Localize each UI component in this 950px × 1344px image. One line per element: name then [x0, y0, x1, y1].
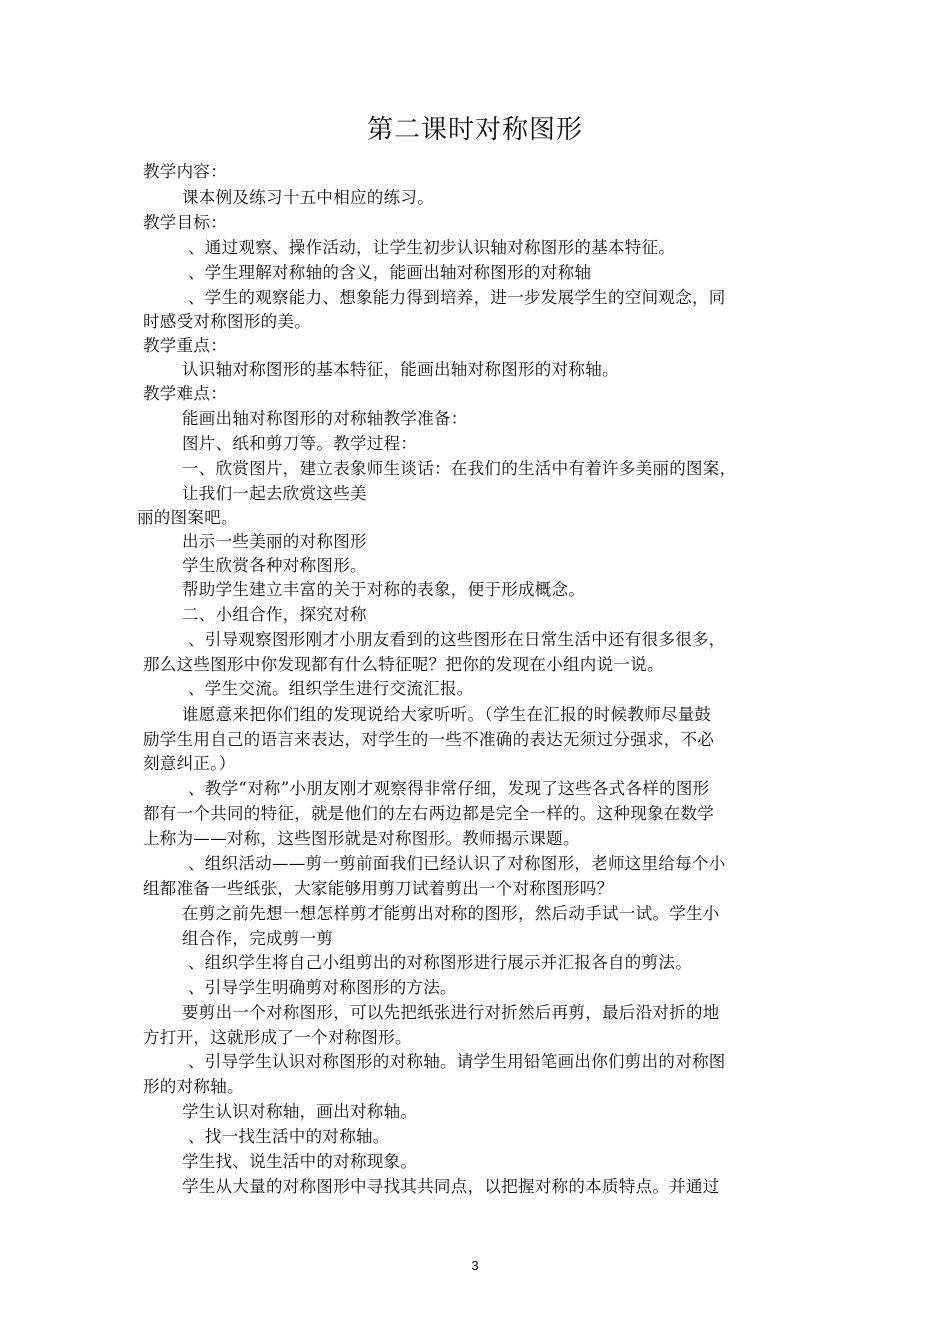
text-line: 丽的图案吧。 — [137, 508, 238, 527]
text-line: 帮助学生建立丰富的关于对称的表象，便于形成概念。 — [182, 580, 586, 599]
text-line: 、组织活动——剪一剪前面我们已经认识了对称图形，老师这里给每个小 — [188, 854, 726, 873]
page-title: 第二课时对称图形 — [366, 115, 583, 145]
text-line: 教学重点： — [143, 336, 227, 355]
text-line: 形的对称轴。 — [143, 1077, 244, 1096]
text-line: 一、欣赏图片，建立表象师生谈话：在我们的生活中有着许多美丽的图案， — [182, 459, 737, 478]
text-line: 、学生的观察能力、想象能力得到培养，进一步发展学生的空间观念，同 — [188, 288, 726, 307]
text-line: 、学生理解对称轴的含义，能画出轴对称图形的对称轴 — [188, 263, 592, 282]
text-line: 、组织学生将自己小组剪出的对称图形进行展示并汇报各自的剪法。 — [188, 953, 692, 972]
text-line: 学生从大量的对称图形中寻找其共同点，以把握对称的本质特点。并通过 — [182, 1177, 720, 1196]
text-line: 教学难点： — [143, 384, 227, 403]
text-line: 在剪之前先想一想怎样剪才能剪出对称的图形，然后动手试一试。学生小 — [182, 904, 720, 923]
text-line: 、引导观察图形刚才小朋友看到的这些图形在日常生活中还有很多很多， — [188, 630, 726, 649]
text-line: 认识轴对称图形的基本特征，能画出轴对称图形的对称轴。 — [182, 360, 619, 379]
text-line: 方打开，这就形成了一个对称图形。 — [143, 1028, 412, 1047]
text-line: 教学目标： — [143, 213, 227, 232]
text-line: 教学内容： — [143, 162, 227, 181]
text-line: 组都准备一些纸张，大家能够用剪刀试着剪出一个对称图形吗？ — [143, 879, 614, 898]
text-line: 时感受对称图形的美。 — [143, 312, 311, 331]
text-line: 课本例及练习十五中相应的练习。 — [182, 188, 434, 207]
text-line: 让我们一起去欣赏这些美 — [182, 484, 367, 503]
text-line: 出示一些美丽的对称图形 — [182, 532, 367, 551]
text-line: 励学生用自己的语言来表达，对学生的一些不准确的表达无须过分强求，不必 — [143, 730, 715, 749]
text-line: 二、小组合作，探究对称 — [182, 605, 367, 624]
text-line: 要剪出一个对称图形，可以先把纸张进行对折然后再剪，最后沿对折的地 — [182, 1003, 720, 1022]
text-line: 、学生交流。组织学生进行交流汇报。 — [188, 679, 474, 698]
text-line: 能画出轴对称图形的对称轴教学准备： — [182, 409, 468, 428]
text-line: 刻意纠正。） — [143, 754, 236, 773]
text-line: 、教学“对称”小朋友刚才观察得非常仔细，发现了这些各式各样的图形 — [188, 779, 710, 798]
text-line: 组合作，完成剪一剪 — [182, 929, 334, 948]
page-number: 3 — [471, 1258, 479, 1273]
text-line: 、引导学生认识对称图形的对称轴。请学生用铅笔画出你们剪出的对称图 — [188, 1052, 726, 1071]
text-line: 谁愿意来把你们组的发现说给大家听听。（学生在汇报的时候教师尽量鼓 — [182, 705, 712, 724]
text-line: 、引导学生明确剪对称图形的方法。 — [188, 978, 457, 997]
text-line: 学生找、说生活中的对称现象。 — [182, 1152, 418, 1171]
text-line: 、找一找生活中的对称轴。 — [188, 1127, 390, 1146]
text-line: 学生欣赏各种对称图形。 — [182, 556, 367, 575]
text-line: 那么这些图形中你发现都有什么特征呢？把你的发现在小组内说一说。 — [143, 655, 664, 674]
text-line: 、通过观察、操作活动，让学生初步认识轴对称图形的基本特征。 — [188, 238, 676, 257]
text-line: 图片、纸和剪刀等。教学过程： — [182, 434, 418, 453]
text-line: 都有一个共同的特征，就是他们的左右两边都是完全一样的。这种现象在数学 — [143, 804, 715, 823]
text-line: 学生认识对称轴，画出对称轴。 — [182, 1102, 418, 1121]
text-line: 上称为——对称，这些图形就是对称图形。教师揭示课题。 — [143, 829, 580, 848]
